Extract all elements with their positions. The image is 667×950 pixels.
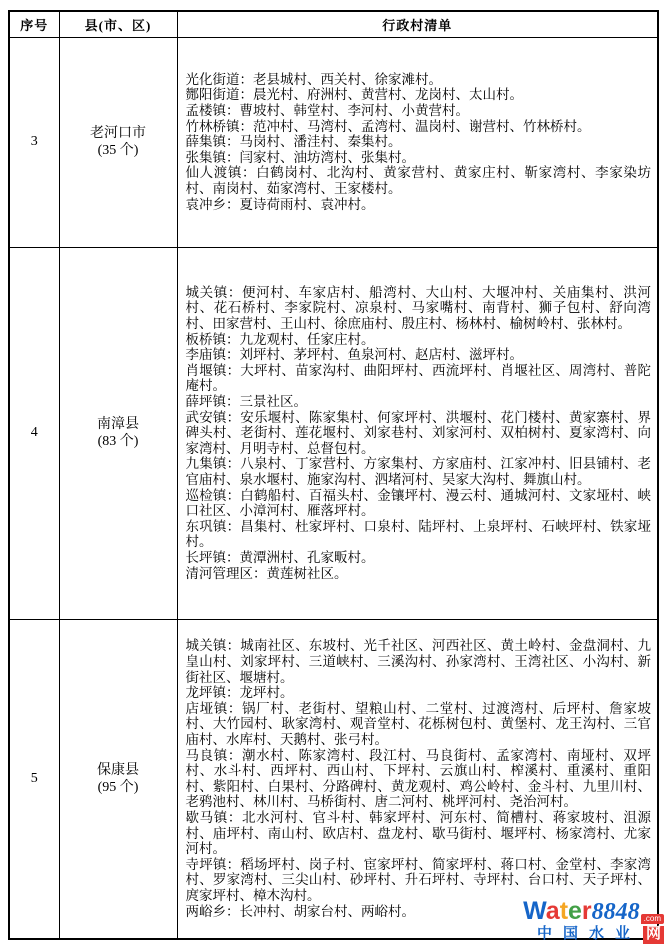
watermark-letter: t xyxy=(559,897,569,925)
village-table xyxy=(8,10,659,940)
village-entry: 寺坪镇：稻场坪村、岗子村、宦家坪村、简家坪村、蒋口村、金堂村、李家湾村、罗家湾村、三尖山村、砂坪村、升石坪村、寺坪村、台口村、天子坪村、庹家坪村、樟木沟村。 xyxy=(185,856,651,903)
village-entry: 仙人渡镇：白鹤岗村、北沟村、黄家营村、黄家庄村、靳家湾村、李家染坊村、南岗村、茹家湾村、王家楼村。 xyxy=(185,165,651,196)
village-entry: 九集镇：八泉村、丁家营村、方家集村、方家庙村、江家冲村、旧县铺村、老官庙村、泉水堰村、施家沟村、泗堵河村、吴家大沟村、舞旗山村。 xyxy=(185,456,651,487)
county-cell xyxy=(59,619,177,939)
watermark-letter: W xyxy=(523,897,546,925)
county-name: 老河口市 xyxy=(90,126,146,141)
village-entry: 城关镇：便河村、车家店村、船湾村、大山村、大堰冲村、关庙集村、洪河村、花石桥村、李家院村、凉泉村、马家嘴村、南背村、狮子包村、舒向湾村、田家营村、王山村、徐庶庙村、殷庄村、杨林村、榆树岭村、张林村。 xyxy=(185,284,651,332)
watermark-letter: e xyxy=(568,897,582,925)
villages-cell xyxy=(177,37,658,247)
village-entry: 酂阳街道：晨光村、府洲村、黄营村、龙岗村、太山村。 xyxy=(185,87,523,103)
watermark-water-text xyxy=(523,899,592,924)
header-county: 县(市、区) xyxy=(59,11,177,37)
county-name: 保康县 xyxy=(97,762,139,778)
county-name: 南漳县 xyxy=(97,417,139,432)
watermark-net-char: 网 xyxy=(643,926,664,944)
village-entry: 马良镇：潮水村、陈家湾村、段江村、马良街村、孟家湾村、南垭村、双坪村、水斗村、西坪村、西山村、下坪村、云旗山村、榨溪村、重溪村、重阳村、紫阳村、白果村、分路碑村、黄龙观村、鸡公岭村、金斗村、九里川村、老鸦池村、林川村、马桥街村、唐二河村、桃坪河村、尧治河村。 xyxy=(185,747,651,810)
row-serial-number: 4 xyxy=(9,247,59,619)
village-entry: 清河管理区：黄莲树社区。 xyxy=(185,565,348,581)
village-count: (95 个) xyxy=(97,779,139,795)
table-row xyxy=(9,247,658,619)
watermark-8848: 8848 xyxy=(591,899,640,925)
village-entry: 东巩镇：昌集村、杜家坪村、口泉村、陆坪村、上泉坪村、石峡坪村、铁家垭村。 xyxy=(185,518,651,550)
village-entry: 张集镇：闫家村、油坊湾村、张集村。 xyxy=(185,149,415,165)
watermark-cn-text: 中国水业 xyxy=(536,926,641,942)
header-village-list: 行政村清单 xyxy=(177,11,658,37)
row-serial-number: 3 xyxy=(9,37,59,247)
village-entry: 光化街道：老县城村、西关村、徐家滩村。 xyxy=(185,71,442,87)
village-count: (35 个) xyxy=(97,143,139,158)
row-serial-number: 5 xyxy=(9,619,59,939)
village-entry: 李庙镇：刘坪村、茅坪村、鱼泉河村、赵店村、滋坪村。 xyxy=(185,347,523,363)
village-entries xyxy=(178,634,658,923)
watermark-com-badge: .com xyxy=(641,914,664,924)
table-row xyxy=(9,37,658,247)
table-header-row xyxy=(9,11,658,37)
village-entry: 歇马镇：北水河村、官斗村、韩家坪村、河东村、简槽村、蒋家坡村、沮源村、庙坪村、南山村、欧店村、盘龙村、歇马街村、堰坪村、杨家湾村、尤家河村。 xyxy=(185,809,651,857)
watermark-letter: r xyxy=(581,897,592,925)
village-entry: 巡检镇：白鹤船村、百福头村、金镶坪村、漫云村、通城河村、文家垭村、峡口社区、小漳河村、雁落坪村。 xyxy=(185,487,651,519)
table-row xyxy=(9,619,658,939)
village-entry: 薛集镇：马岗村、潘洼村、秦集村。 xyxy=(185,134,402,150)
village-count: (83 个) xyxy=(97,434,139,449)
village-entries xyxy=(178,281,658,585)
villages-cell xyxy=(177,619,658,939)
village-entry: 长坪镇：黄潭洲村、孔家畈村。 xyxy=(185,549,375,565)
county-cell xyxy=(59,37,177,247)
village-entry: 两峪乡：长冲村、胡家台村、两峪村。 xyxy=(185,903,415,919)
village-entry: 板桥镇：九龙观村、任家庄村。 xyxy=(185,331,375,347)
watermark-logo xyxy=(494,899,664,924)
village-entry: 薛坪镇：三景社区。 xyxy=(185,394,307,410)
village-entry: 城关镇：城南社区、东坡村、光千社区、河西社区、黄土岭村、金盘洞村、九皇山村、刘家坪村、三道峡村、三溪沟村、孙家湾村、王湾社区、小沟村、新街社区、堰塘村。 xyxy=(185,638,651,685)
village-entry: 袁冲乡：夏诗荷雨村、袁冲村。 xyxy=(185,196,375,212)
village-entry: 武安镇：安乐堰村、陈家集村、何家坪村、洪堰村、花门楼村、黄家寨村、界碑头村、老街村、莲花堰村、刘家巷村、刘家河村、双柏树村、夏家湾村、向家湾村、月明寺村、总督包村。 xyxy=(185,409,651,456)
village-entry: 肖堰镇：大坪村、苗家沟村、曲阳坪村、西流坪村、肖堰社区、周湾村、普陀庵村。 xyxy=(185,362,651,394)
village-entry: 龙坪镇：龙坪村。 xyxy=(185,685,294,701)
villages-cell xyxy=(177,247,658,619)
watermark-letter: a xyxy=(545,897,560,925)
water8848-watermark xyxy=(494,899,664,944)
village-entries xyxy=(178,68,658,216)
county-cell xyxy=(59,247,177,619)
village-entry: 竹林桥镇：范冲村、马湾村、孟湾村、温岗村、谢营村、竹林桥村。 xyxy=(185,118,591,134)
header-serial-number: 序号 xyxy=(9,11,59,37)
watermark-cn-line xyxy=(494,926,664,944)
village-entry: 店垭镇：锅厂村、老街村、望粮山村、二堂村、过渡湾村、后坪村、詹家坡村、大竹园村、耿家湾村、观音堂村、花栎树包村、黄堡村、龙王沟村、三官庙村、水库村、天鹅村、张弓村。 xyxy=(185,700,651,747)
village-entry: 孟楼镇：曹坡村、韩堂村、李河村、小黄营村。 xyxy=(185,103,469,119)
